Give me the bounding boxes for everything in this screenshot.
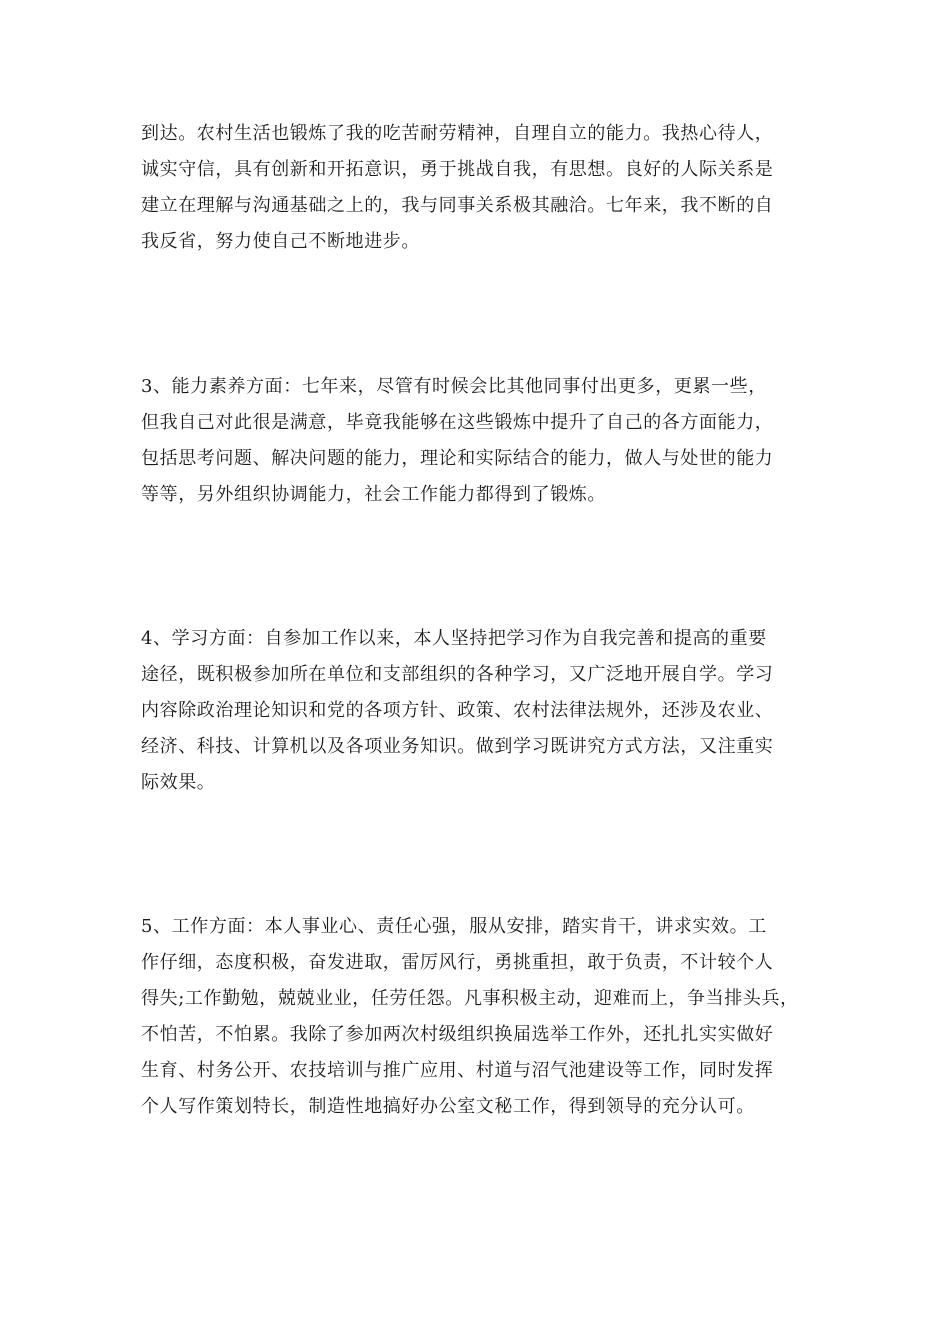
- text-line: 3、能力素养方面：七年来，尽管有时候会比其他同事付出更多，更累一些，: [141, 376, 767, 397]
- paragraph-personal-qualities: [141, 116, 821, 260]
- paragraph-work: [141, 909, 821, 1125]
- text-line: 包括思考问题、解决问题的能力，理论和实际结合的能力，做人与处世的能力: [141, 448, 774, 469]
- text-line: 等等，另外组织协调能力，社会工作能力都得到了锻炼。: [141, 484, 606, 505]
- text-line: 生育、村务公开、农技培训与推广应用、村道与沼气池建设等工作，同时发挥: [141, 1060, 774, 1081]
- paragraph-ability: [141, 369, 821, 513]
- text-line: 得失;工作勤勉，兢兢业业，任劳任怨。凡事积极主动，迎难而上，争当排头兵，: [141, 988, 799, 1009]
- text-line: 但我自己对此很是满意，毕竟我能够在这些锻炼中提升了自己的各方面能力，: [141, 412, 774, 433]
- text-line: 5、工作方面：本人事业心、责任心强，服从安排，踏实肯干，讲求实效。工: [141, 916, 767, 937]
- text-line: 建立在理解与沟通基础之上的，我与同事关系极其融洽。七年来，我不断的自: [141, 195, 774, 216]
- text-line: 到达。农村生活也锻炼了我的吃苦耐劳精神，自理自立的能力。我热心待人，: [141, 123, 774, 144]
- text-line: 我反省，努力使自己不断地进步。: [141, 231, 420, 252]
- paragraph-study: [141, 621, 821, 801]
- text-line: 际效果。: [141, 772, 216, 793]
- text-line: 不怕苦，不怕累。我除了参加两次村级组织换届选举工作外，还扎扎实实做好: [141, 1024, 774, 1045]
- text-line: 诚实守信，具有创新和开拓意识，勇于挑战自我，有思想。良好的人际关系是: [141, 159, 774, 180]
- text-line: 个人写作策划特长，制造性地搞好办公室文秘工作，得到领导的充分认可。: [141, 1096, 755, 1117]
- text-line: 经济、科技、计算机以及各项业务知识。做到学习既讲究方式方法，又注重实: [141, 736, 774, 757]
- text-line: 作仔细，态度积极，奋发进取，雷厉风行，勇挑重担，敢于负责，不计较个人: [141, 952, 774, 973]
- text-line: 4、学习方面：自参加工作以来，本人坚持把学习作为自我完善和提高的重要: [141, 628, 767, 649]
- text-line: 途径，既积极参加所在单位和支部组织的各种学习，又广泛地开展自学。学习: [141, 664, 774, 685]
- text-line: 内容除政治理论知识和党的各项方针、政策、农村法律法规外，还涉及农业、: [141, 700, 774, 721]
